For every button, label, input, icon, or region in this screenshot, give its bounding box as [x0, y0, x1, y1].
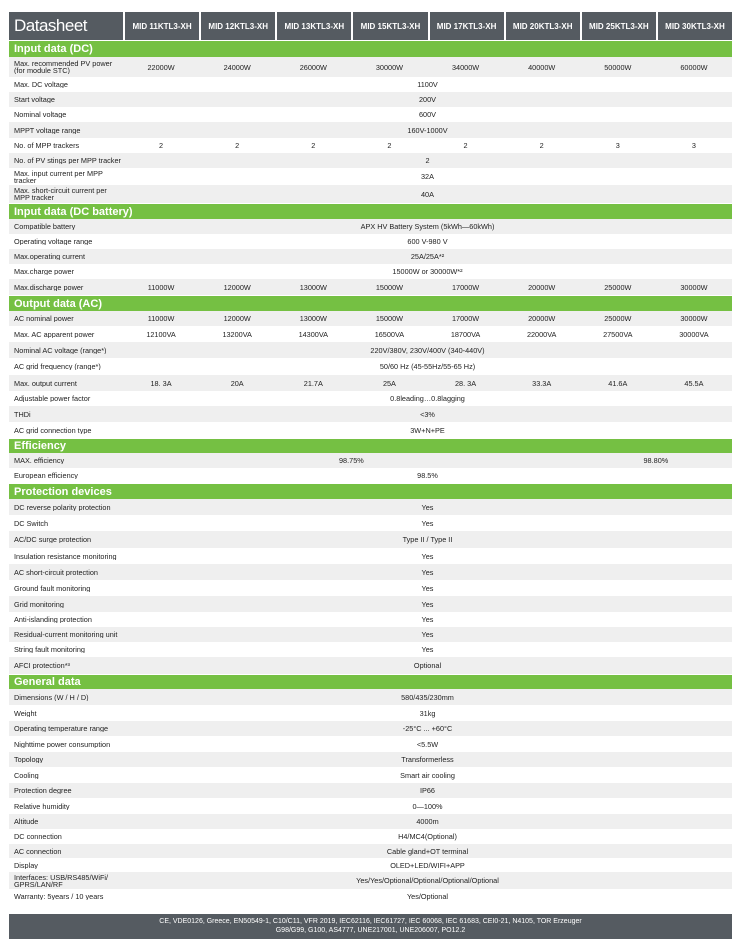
table-row [9, 422, 732, 438]
row-values [123, 406, 732, 422]
row-label: DC reverse polarity protection [14, 503, 111, 511]
value-cell: APX HV Battery System (5kWh—60kWh) [360, 222, 495, 231]
table-row [9, 77, 732, 92]
model-column-header: MID 25KTL3-XH [580, 12, 656, 40]
row-label: Max. short-circuit current per MPP tracker [14, 187, 107, 201]
table-row [9, 642, 732, 657]
row-label: MPPT voltage range [14, 126, 81, 134]
value-cell: 26000W [299, 62, 327, 72]
table-row [9, 515, 732, 531]
table-row [9, 468, 732, 483]
row-values [123, 342, 732, 358]
value-cell: 2 [311, 141, 316, 150]
row-values [123, 752, 732, 767]
value-cell: 30000VA [679, 329, 709, 339]
value-cell: 98.75% [339, 456, 364, 465]
datasheet-table [9, 12, 732, 904]
table-row [9, 798, 732, 814]
table-row [9, 264, 732, 279]
row-values [123, 234, 732, 249]
row-label: Altitude [14, 818, 39, 825]
row-label: Warranty: 5years / 10 years [14, 893, 104, 900]
row-values [123, 596, 732, 612]
row-values [123, 138, 732, 153]
value-cell: 15000W or 30000W*² [392, 267, 463, 276]
row-values [123, 122, 732, 138]
row-label: Nominal AC voltage (range*) [14, 346, 107, 354]
row-label: Start voltage [14, 96, 55, 103]
table-row [9, 580, 732, 596]
row-label: Max. recommended PV power (for module STC) [14, 60, 113, 74]
table-row [9, 279, 732, 295]
row-label: Cooling [14, 771, 39, 779]
value-cell: 13000W [299, 314, 327, 323]
row-label: Grid monitoring [14, 600, 64, 608]
row-values [123, 767, 732, 783]
row-label: String fault monitoring [14, 646, 85, 653]
row-label: AC nominal power [14, 315, 74, 322]
table-row [9, 375, 732, 391]
value-cell: Yes [421, 583, 434, 593]
row-values [123, 107, 732, 122]
value-cell: 45.5A [684, 378, 704, 388]
row-label: Anti-islanding protection [14, 616, 92, 623]
table-row [9, 57, 732, 77]
row-values [123, 77, 732, 92]
row-values [123, 279, 732, 295]
table-row [9, 358, 732, 375]
value-cell: 50/60 Hz (45-55Hz/55-65 Hz) [379, 362, 476, 371]
table-row [9, 889, 732, 904]
value-cell: 30000W [680, 314, 708, 323]
value-cell: Smart air cooling [400, 770, 455, 780]
value-cell: 27500VA [603, 329, 633, 339]
row-label: Insulation resistance monitoring [14, 552, 117, 560]
value-cell: 220V/380V, 230V/400V (340-440V) [370, 345, 485, 355]
value-cell: 200V [418, 95, 437, 104]
value-cell: 0.8leading…0.8lagging [390, 394, 465, 403]
table-row [9, 92, 732, 107]
row-values [123, 872, 732, 889]
row-label: Protection degree [14, 787, 72, 794]
certifications-footer [9, 914, 732, 939]
row-label: MAX. efficiency [14, 457, 65, 464]
row-label: Ground fault monitoring [14, 584, 91, 592]
row-values [123, 249, 732, 264]
value-cell: Transformerless [401, 755, 454, 764]
model-column-header: MID 20KTL3-XH [504, 12, 580, 40]
value-cell: 2 [539, 141, 544, 150]
row-label: Operating temperature range [14, 725, 109, 732]
value-cell: 11000W [147, 314, 175, 323]
value-cell: 22000VA [526, 329, 557, 339]
value-cell: 2 [463, 141, 468, 150]
table-row [9, 326, 732, 342]
row-values [123, 515, 732, 531]
row-values [123, 468, 732, 483]
row-label: AC short-circuit protection [14, 568, 98, 576]
value-cell: 12100VA [146, 329, 176, 339]
value-cell: 33.3A [532, 378, 552, 388]
row-values [123, 736, 732, 752]
table-row [9, 564, 732, 580]
model-column-header: MID 11KTL3-XH [123, 12, 199, 40]
table-row [9, 736, 732, 752]
value-cell: 11000W [147, 282, 175, 292]
table-row [9, 548, 732, 564]
value-cell: IP66 [419, 786, 435, 795]
value-cell: 15000W [375, 282, 404, 292]
table-row [9, 406, 732, 422]
row-values [123, 798, 732, 814]
row-label: Max. DC voltage [14, 81, 68, 88]
row-label: DC connection [14, 833, 62, 840]
row-values [123, 326, 732, 342]
value-cell: 580/435/230mm [401, 692, 454, 702]
value-cell: Optional [413, 661, 442, 670]
model-column-header: MID 17KTL3-XH [428, 12, 504, 40]
value-cell: Yes [421, 599, 434, 609]
value-cell: 34000W [451, 62, 480, 72]
row-values [123, 705, 732, 721]
table-row [9, 705, 732, 721]
value-cell: Yes/Yes/Optional/Optional/Optional/Optional [356, 876, 499, 885]
value-cell: Yes [421, 551, 434, 561]
row-label: THDi [14, 410, 31, 418]
row-values [123, 627, 732, 642]
value-cell: 40A [421, 189, 434, 199]
section-header: Efficiency [9, 438, 732, 453]
row-label: Dimensions (W / H / D) [14, 693, 89, 701]
table-row [9, 168, 732, 185]
model-column-header: MID 13KTL3-XH [275, 12, 351, 40]
section-header: Output data (AC) [9, 295, 732, 311]
table-row [9, 596, 732, 612]
value-cell: 2 [159, 141, 164, 150]
row-values [123, 57, 732, 77]
value-cell: 4000m [416, 817, 439, 826]
value-cell: 160V-1000V [407, 125, 448, 135]
row-values [123, 264, 732, 279]
row-values [123, 375, 732, 391]
row-label: AC grid frequency (range*) [14, 363, 101, 370]
value-cell: OLED+LED/WIFI+APP [390, 860, 465, 870]
row-values [123, 829, 732, 844]
table-row [9, 107, 732, 122]
value-cell: -25°C ... +60°C [402, 724, 453, 733]
table-row [9, 249, 732, 264]
row-label: Nighttime power consumption [14, 740, 111, 748]
value-cell: Yes [421, 630, 434, 639]
table-row [9, 531, 732, 548]
row-values [123, 783, 732, 798]
table-row [9, 153, 732, 168]
row-values [123, 721, 732, 736]
value-cell: 1100V [417, 80, 438, 89]
table-body [9, 40, 732, 904]
table-row [9, 721, 732, 736]
table-row [9, 783, 732, 798]
value-cell: Yes [421, 567, 434, 577]
value-cell: 17000W [451, 282, 480, 292]
value-cell: 3 [691, 141, 696, 150]
value-cell: 21.7A [303, 378, 323, 388]
table-row [9, 657, 732, 674]
row-label: AC connection [14, 847, 62, 855]
row-values [123, 580, 732, 596]
value-cell: 41.6A [608, 378, 628, 388]
row-values [123, 422, 732, 438]
value-cell: 20000W [528, 282, 556, 292]
value-cell: Yes/Optional [406, 892, 449, 901]
value-cell: Yes [421, 502, 434, 512]
row-label: European efficiency [14, 472, 78, 479]
table-row [9, 814, 732, 829]
certifications-line-2: G98/G99, G100, AS4777, UNE217001, UNE206007, PO12.2 [275, 927, 466, 934]
value-cell: <3% [420, 409, 435, 419]
row-values [123, 453, 732, 468]
table-row [9, 627, 732, 642]
row-label: Max.charge power [14, 268, 75, 275]
row-values [123, 219, 732, 234]
section-header: Protection devices [9, 483, 732, 499]
value-cell: 3W+N+PE [410, 425, 445, 435]
value-cell: 17000W [451, 314, 480, 323]
value-cell: Yes [421, 615, 434, 624]
table-row [9, 872, 732, 889]
row-label: Residual-current monitoring unit [14, 631, 118, 638]
model-column-header: MID 15KTL3-XH [351, 12, 427, 40]
row-values [123, 92, 732, 107]
value-cell: 14300VA [298, 329, 329, 339]
row-values [123, 311, 732, 326]
value-cell: Cable gland+OT terminal [386, 846, 469, 856]
value-cell: 12000W [223, 314, 251, 323]
table-row [9, 752, 732, 767]
row-values [123, 391, 732, 406]
row-values [123, 168, 732, 185]
value-cell: 16500VA [374, 329, 405, 339]
row-label: DC Switch [14, 519, 49, 527]
row-values [123, 499, 732, 515]
model-column-header: MID 12KTL3-XH [199, 12, 275, 40]
row-label: No. of PV stings per MPP tracker [14, 157, 121, 164]
value-cell: 98.5% [417, 471, 438, 480]
row-label: No. of MPP trackers [14, 142, 80, 149]
row-values [123, 689, 732, 705]
value-cell: 15000W [375, 314, 404, 323]
value-cell: 98.80% [643, 456, 669, 465]
row-label: Max. AC apparent power [14, 330, 95, 338]
value-cell: <5.5W [416, 739, 439, 749]
value-cell: 3 [615, 141, 620, 150]
value-cell: 2 [387, 141, 392, 150]
value-cell: 30000W [680, 282, 708, 292]
value-cell: 25A [382, 378, 396, 388]
row-label: Nominal voltage [14, 111, 67, 118]
table-row [9, 342, 732, 358]
value-cell: 25000W [604, 282, 632, 292]
section-header: Input data (DC) [9, 40, 732, 57]
row-label: Max.discharge power [14, 283, 84, 291]
page-title: Datasheet [9, 12, 123, 40]
value-cell: Type II / Type II [402, 535, 453, 544]
value-cell: 600V [418, 110, 437, 119]
row-values [123, 814, 732, 829]
value-cell: 600 V-980 V [407, 237, 448, 246]
row-label: Max. output current [14, 379, 77, 387]
table-row [9, 185, 732, 203]
row-label: AC/DC surge protection [14, 536, 92, 543]
row-values [123, 657, 732, 674]
table-row [9, 453, 732, 468]
value-cell: 24000W [223, 62, 251, 72]
value-cell: 12000W [223, 282, 251, 292]
table-row [9, 499, 732, 515]
value-cell: 60000W [680, 62, 708, 72]
table-row [9, 858, 732, 872]
value-cell: 20A [230, 378, 244, 388]
row-values [123, 531, 732, 548]
value-cell: 18. 3A [150, 378, 172, 388]
model-column-header: MID 30KTL3-XH [656, 12, 732, 40]
table-row [9, 138, 732, 153]
table-row [9, 234, 732, 249]
row-values [123, 358, 732, 375]
value-cell: 13000W [299, 282, 327, 292]
value-cell: 13200VA [222, 329, 252, 339]
row-label: Max.operating current [14, 253, 85, 260]
value-cell: H4/MC4(Optional) [398, 832, 457, 841]
table-row [9, 219, 732, 234]
row-values [123, 844, 732, 858]
table-row [9, 122, 732, 138]
value-cell: 2 [235, 141, 240, 150]
table-row [9, 311, 732, 326]
value-cell: 25000W [604, 314, 632, 323]
value-cell: 31kg [419, 708, 436, 718]
row-values [123, 889, 732, 904]
row-label: Relative humidity [14, 802, 70, 810]
value-cell: Yes [421, 645, 434, 654]
value-cell: 25A/25A*² [410, 252, 445, 261]
row-values [123, 612, 732, 627]
row-label: Operating voltage range [14, 238, 93, 245]
row-label: Max. input current per MPP tracker [14, 169, 103, 184]
table-row [9, 844, 732, 858]
value-cell: Yes [421, 518, 434, 528]
value-cell: 28. 3A [455, 378, 477, 388]
table-row [9, 391, 732, 406]
row-values [123, 153, 732, 168]
row-values [123, 548, 732, 564]
row-label: Display [14, 861, 38, 869]
value-cell: 20000W [528, 314, 556, 323]
value-cell: 22000W [147, 62, 175, 72]
value-cell: 0—100% [412, 801, 443, 811]
value-cell: 18700VA [450, 329, 481, 339]
row-label: Interfaces: USB/RS485/WiFi/ GPRS/LAN/RF [14, 873, 109, 888]
row-label: Weight [14, 709, 37, 717]
section-header: Input data (DC battery) [9, 203, 732, 219]
row-label: Compatible battery [14, 223, 76, 230]
row-label: Adjustable power factor [14, 395, 91, 402]
table-header [9, 12, 732, 40]
row-values [123, 858, 732, 872]
value-cell: 32A [421, 172, 434, 181]
table-row [9, 612, 732, 627]
row-values [123, 642, 732, 657]
row-label: Topology [14, 756, 44, 763]
value-cell: 2 [425, 156, 430, 165]
section-header: General data [9, 674, 732, 689]
value-cell: 40000W [528, 62, 556, 72]
table-row [9, 767, 732, 783]
table-row [9, 829, 732, 844]
certifications-line-1: CE, VDE0126, Greece, EN50549-1, C10/C11, VFR 2019, IEC62116, IEC61727, IEC 60068, IEC 61683, CEI0-21, N4105, TOR Erzeuger [159, 918, 582, 925]
row-label: AFCI protection*³ [14, 662, 70, 669]
value-cell: 50000W [604, 62, 632, 72]
row-label: AC grid connection type [14, 426, 92, 434]
value-cell: 30000W [375, 62, 404, 72]
table-row [9, 689, 732, 705]
row-values [123, 564, 732, 580]
row-values [123, 185, 732, 203]
